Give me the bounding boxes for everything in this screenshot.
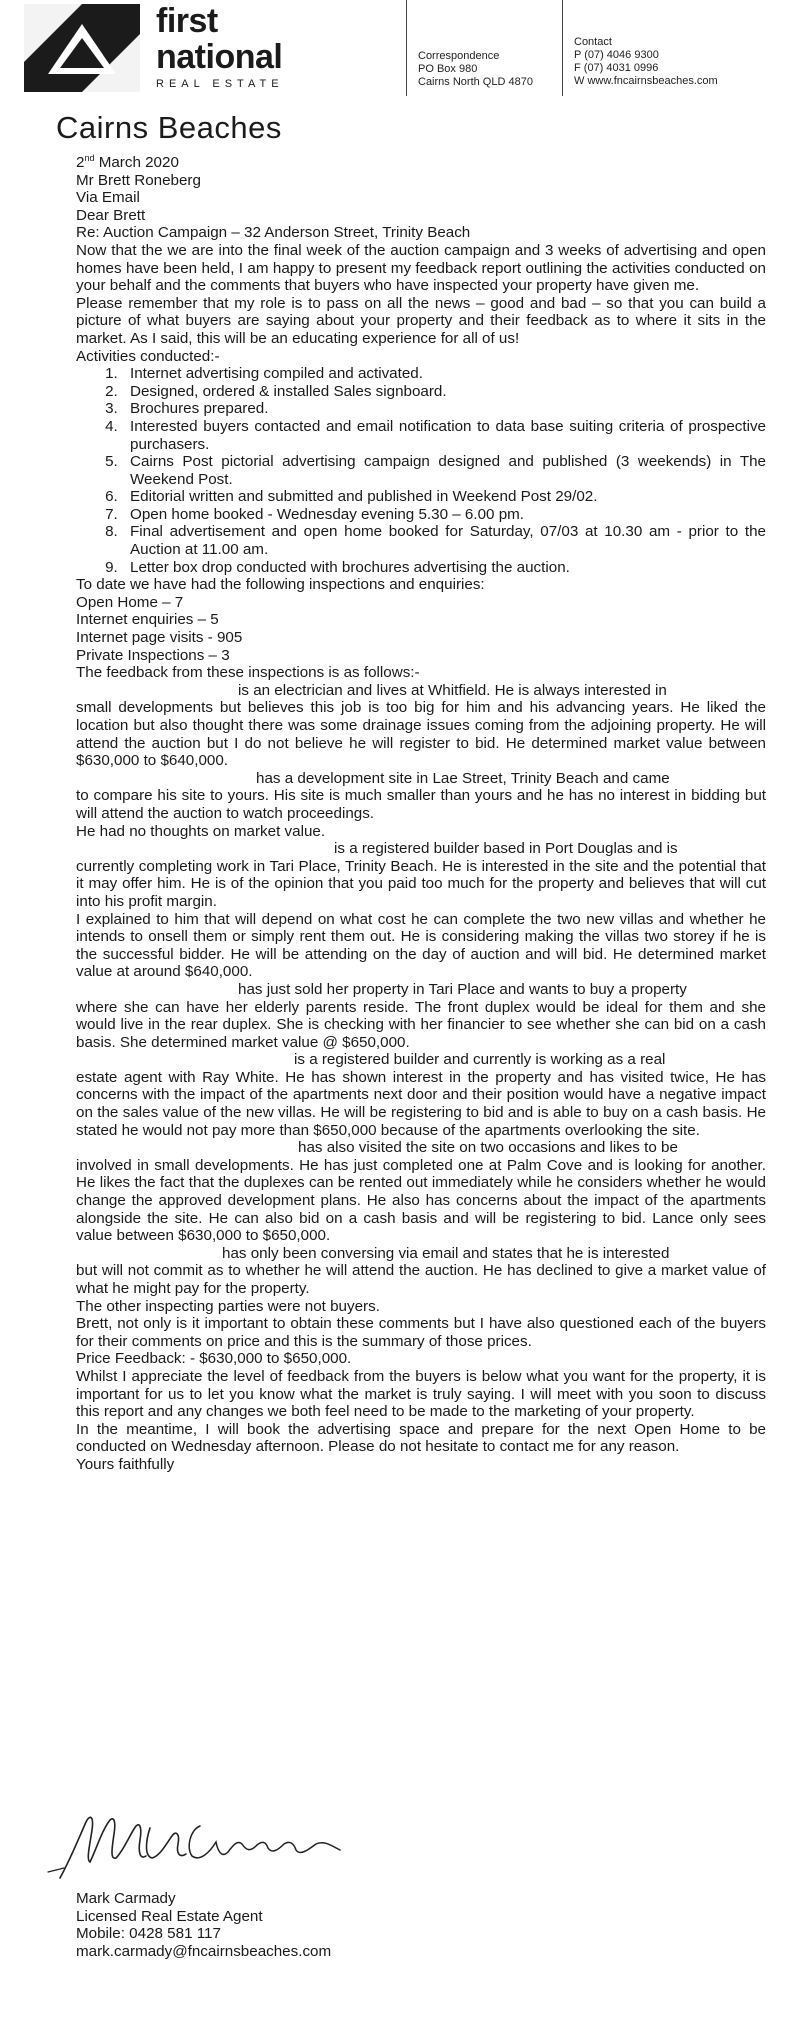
list-item: 2. Designed, ordered & installed Sales signboard. — [122, 383, 766, 401]
header-divider — [406, 0, 407, 96]
brand-line-3: REAL ESTATE — [156, 78, 284, 90]
list-item: 5. Cairns Post pictorial advertising campaign designed and published (3 weekends) in The Weekend Post. — [122, 453, 766, 488]
delivery-method: Via Email — [76, 189, 140, 207]
intro-paragraph: Now that the we are into the final week of the auction campaign and 3 weeks of advertising and open homes have been held, I am happy to present my feedback report outlining the activities conducted on your behalf and the comments that buyers who have inspected your property have given me. — [76, 241, 766, 295]
list-item: 8. Final advertisement and open home booked for Saturday, 07/03 at 10.30 am - prior to the Auction at 11.00 am. — [122, 523, 766, 558]
list-item: 6. Editorial written and submitted and published in Weekend Post 29/02. — [122, 488, 766, 506]
intro-paragraph: Please remember that my role is to pass on all the news – good and bad – so that you can build a picture of what buyers are saying about your property and their feedback as to where it sits in the market. As I said, this will be an educating experience for all of us! — [76, 294, 766, 347]
date-day: 2 — [76, 154, 85, 171]
feedback-first-line: is a registered builder and currently is working as a real — [294, 1051, 666, 1069]
contact-details — [574, 36, 718, 88]
signatory-title: Licensed Real Estate Agent — [76, 1907, 263, 1925]
signature-icon — [40, 1800, 400, 1890]
feedback-first-line: has only been conversing via email and states that he is interested — [222, 1244, 670, 1262]
list-item: 3. Brochures prepared. — [122, 400, 766, 418]
logo-mark — [24, 4, 140, 92]
stat-line: Internet enquiries – 5 — [76, 611, 219, 629]
closing-paragraph: In the meantime, I will book the advertising space and prepare for the next Open Home to be conducted on Wednesday afternoon. Please do not hesitate to contact me for any reason. — [76, 1420, 766, 1456]
recipient: Mr Brett Roneberg — [76, 171, 201, 189]
activities-list — [76, 365, 766, 576]
po-box: PO Box 980 — [418, 63, 478, 75]
summary-paragraph: Brett, not only is it important to obtain these comments but I have also questioned each of the buyers for their comments on price and this is the summary of those prices. — [76, 1315, 766, 1350]
website: W www.fncairnsbeaches.com — [574, 75, 718, 87]
date-suffix: nd — [84, 152, 95, 163]
list-item: 7. Open home booked - Wednesday evening 5.30 – 6.00 pm. — [122, 506, 766, 524]
stat-line: Private Inspections – 3 — [76, 646, 230, 664]
feedback-paragraph: I explained to him that will depend on what cost he can complete the two new villas and whether he intends to onsell them or simply rent them out. He is considering making the villas two storey if he is the successful bidder. He will be attending on the day of auction and will bid. He determined market value at around $640,000. — [76, 910, 766, 981]
stat-line: Internet page visits - 905 — [76, 629, 243, 647]
feedback-first-line: has just sold her property in Tari Place and wants to buy a property — [238, 980, 687, 998]
feedback-first-line: is a registered builder based in Port Douglas and is — [334, 840, 678, 858]
brand-logo-icon — [24, 4, 140, 92]
salutation: Dear Brett — [76, 206, 146, 224]
feedback-paragraph: to compare his site to yours. His site is much smaller than yours and he has no interest in bidding but will attend the auction to watch proceedings. — [76, 787, 766, 822]
sign-off: Yours faithfully — [76, 1455, 175, 1473]
feedback-note: He had no thoughts on market value. — [76, 822, 326, 840]
correspondence-address — [418, 50, 533, 89]
signature-block — [76, 1890, 331, 1960]
header-divider — [562, 0, 563, 96]
signatory-name: Mark Carmady — [76, 1890, 176, 1907]
date-rest: March 2020 — [94, 154, 179, 171]
feedback-heading: The feedback from these inspections is as follows:- — [76, 664, 420, 682]
suburb-line: Cairns North QLD 4870 — [418, 76, 533, 88]
contact-label: Contact — [574, 36, 612, 48]
list-item: 9. Letter box drop conducted with brochures advertising the auction. — [122, 559, 766, 577]
feedback-first-line: is an electrician and lives at Whitfield. He is always interested in — [238, 681, 667, 699]
letter-body — [76, 154, 766, 1474]
feedback-first-line: has also visited the site on two occasions and likes to be — [298, 1139, 678, 1157]
letter-date — [76, 154, 766, 172]
fax-number: F (07) 4031 0996 — [574, 62, 659, 74]
feedback-first-line: has a development site in Lae Street, Trinity Beach and came — [256, 769, 670, 787]
feedback-paragraph: currently completing work in Tari Place, Trinity Beach. He is interested in the site and the potential that it may offer him. He is of the opinion that you paid too much for the property and believes that will cut into his profit margin. — [76, 857, 766, 910]
signatory-email[interactable]: mark.carmady@fncairnsbeaches.com — [76, 1942, 332, 1960]
feedback-paragraph: estate agent with Ray White. He has shown interest in the property and has visited twice, He has concerns with the impact of the apartments next door and their position would have a negative impact on the sales value of the new villas. He will be registering to bid and is able to buy on a cash basis. He stated he would not pay more than $650,000 because of the apartments overlooking the site. — [76, 1068, 766, 1139]
feedback-paragraph: small developments but believes this job is too big for him and his advancing years. He liked the location but also thought there was some drainage issues coming from the adjoining property. He will attend the auction but I do not believe he will register to bid. He determined market value between $630,000 to $640,000. — [76, 699, 766, 770]
brand-line-1: first — [156, 2, 218, 40]
office-name: Cairns Beaches — [56, 110, 282, 145]
subject-line: Re: Auction Campaign – 32 Anderson Street, Trinity Beach — [76, 224, 471, 242]
inspections-heading: To date we have had the following inspections and enquiries: — [76, 576, 485, 594]
correspondence-label: Correspondence — [418, 50, 500, 62]
list-item: 1. Internet advertising compiled and activated. — [122, 365, 766, 383]
activities-heading: Activities conducted:- — [76, 347, 220, 365]
list-item: 4. Interested buyers contacted and email notification to data base suiting criteria of prospective purchasers. — [122, 418, 766, 453]
feedback-paragraph: involved in small developments. He has just completed one at Palm Cove and is looking for another. He likes the fact that the duplexes can be rented out immediately while he considers whether he would change the approved development plans. He also has concerns about the impact of the apartments alongside the site. He can also bid on a cash basis and will be registering to bid. Lance only sees value between $630,000 to $650,000. — [76, 1156, 766, 1245]
feedback-paragraph: but will not commit as to whether he will attend the auction. He has declined to give a market value of what he might pay for the property. — [76, 1262, 766, 1297]
feedback-paragraph: where she can have her elderly parents reside. The front duplex would be ideal for them and she would live in the rear duplex. She is checking with her financier to see whether she can bid on a cash basis. She determined market value @ $650,000. — [76, 998, 766, 1051]
phone-number: P (07) 4046 9300 — [574, 49, 659, 61]
brand-wordmark — [156, 0, 284, 90]
closing-paragraph: Whilst I appreciate the level of feedback from the buyers is below what you want for the property, it is important for us to let you know what the market is truly saying. I will meet with you soon to discuss this report and any changes we both feel need to be made to the marketing of your property. — [76, 1367, 766, 1421]
other-parties: The other inspecting parties were not buyers. — [76, 1297, 380, 1315]
signatory-mobile: Mobile: 0428 581 117 — [76, 1925, 221, 1943]
stat-line: Open Home – 7 — [76, 593, 184, 611]
brand-line-2: national — [156, 38, 283, 76]
price-feedback: Price Feedback: - $630,000 to $650,000. — [76, 1350, 352, 1368]
